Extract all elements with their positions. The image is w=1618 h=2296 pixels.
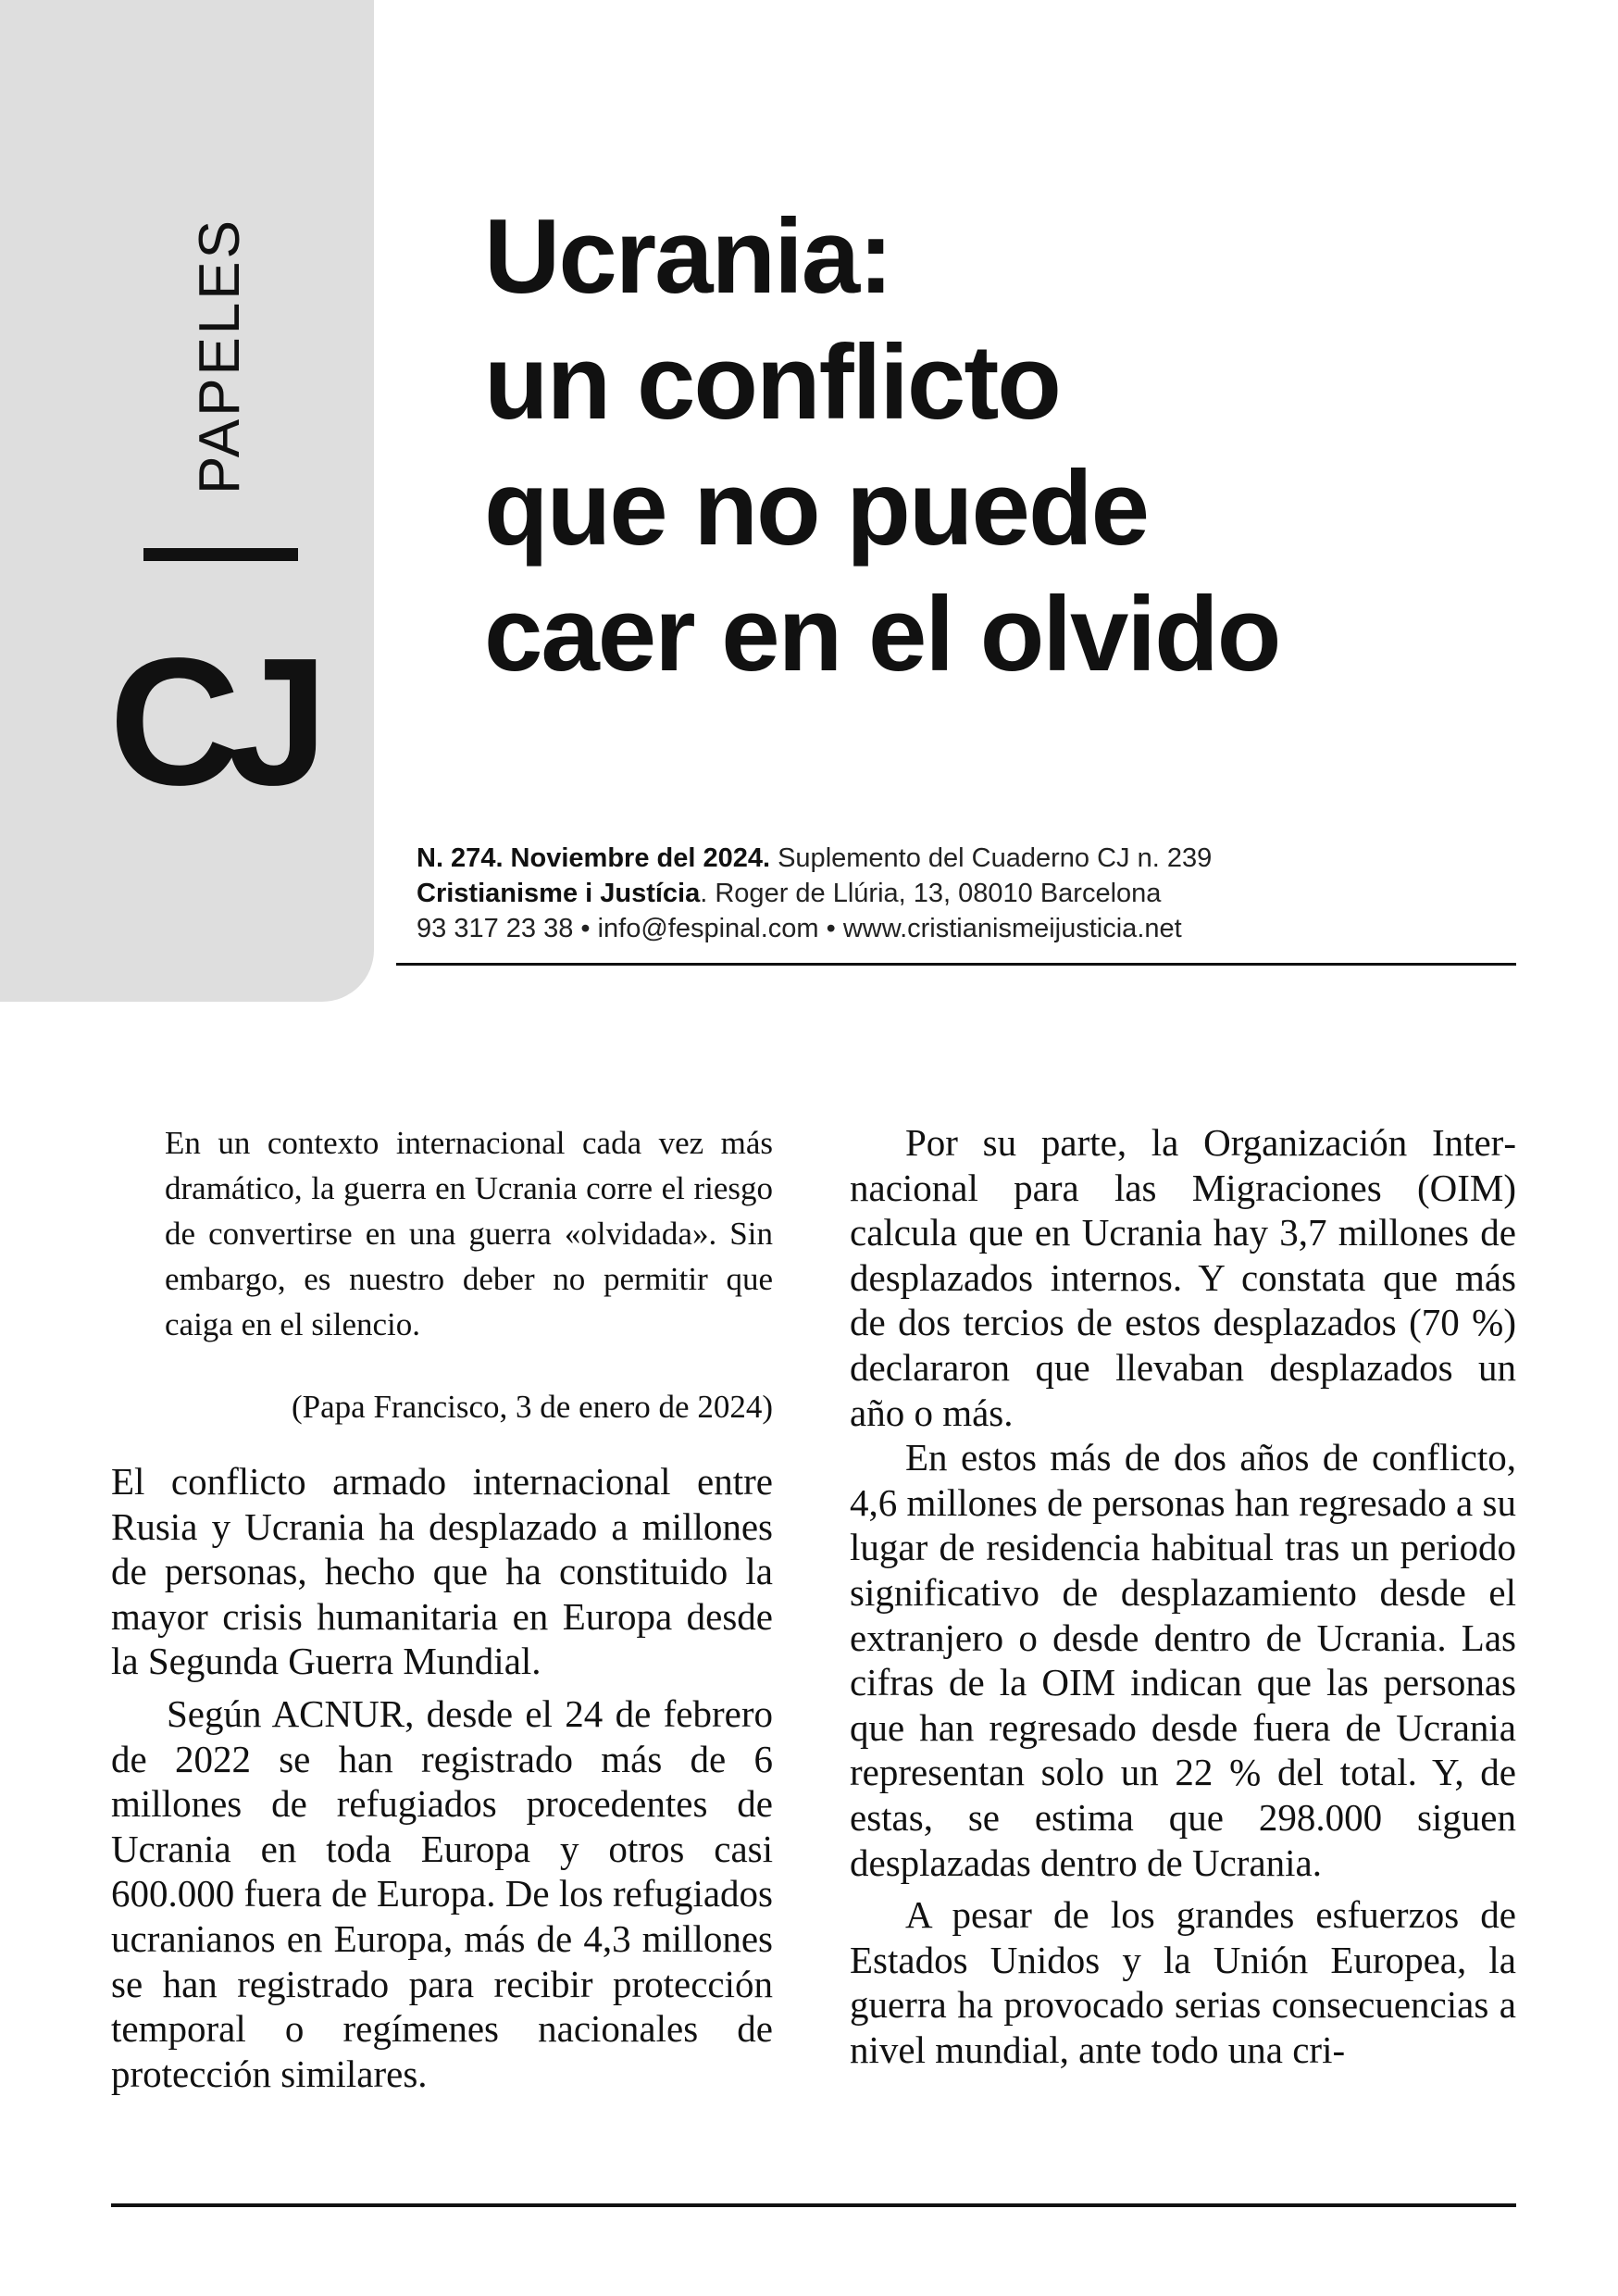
section-divider-bar xyxy=(143,548,298,561)
title-line: caer en el olvido xyxy=(484,576,1280,693)
issue-number: N. 274. Noviembre del 2024. xyxy=(417,843,771,873)
body-paragraph: El conflicto armado internacional entre Rusia y Ucrania ha desplazado a millones de personas, hecho que ha constituido la mayor crisis humanitaria en Europa desde la Segunda Guerra Mundial. xyxy=(111,1460,773,1683)
publisher-name: Cristianisme i Justícia xyxy=(417,879,701,908)
publisher-line xyxy=(417,876,1527,911)
masthead-info xyxy=(417,841,1527,946)
epigraph-quote: En un contexto internacional cada vez más dramático, la guerra en Ucrania corre el riesgo de convertirse en una guerra «olvidada». Sin embargo, es nuestro deber no permitir que caiga en el silencio. xyxy=(165,1125,773,1342)
issue-line xyxy=(417,841,1527,876)
publisher-address: . Roger de Llúria, 13, 08010 Barcelona xyxy=(700,879,1162,908)
footer-rule xyxy=(111,2203,1516,2207)
body-paragraph: Por su parte, la Organización Internacional para las Migraciones (OIM) calcula que en Ucrania hay 3,7 millones de desplazados internos. Y constata que más de dos tercios de estos desplazados (70 %) declararon que llevaban desplazados un año o más. xyxy=(850,1121,1516,1434)
section-label-text: PAPELES xyxy=(188,217,252,494)
issue-supplement: Suplemento del Cuaderno CJ n. 239 xyxy=(770,843,1213,873)
cj-logo xyxy=(109,620,339,823)
right-column xyxy=(850,1120,1516,2072)
page-title xyxy=(484,194,1549,698)
title-line: un conflicto xyxy=(484,324,1060,442)
body-paragraph: A pesar de los grandes esfuerzos de Estados Unidos y la Unión Europea, la guerra ha provocado serias consecuencias a nivel mundial, ante todo una cri- xyxy=(850,1893,1516,2071)
body-paragraph: En estos más de dos años de conflicto, 4,6 millones de personas han regresado a su lugar de residencia habitual tras un periodo significativo de desplazamiento desde el extranjero o desde dentro de Ucrania. Las cifras de la OIM indican que las personas que han regresado desde fuera de Ucrania representan solo un 22 % del total. Y, de estas, se estima que 298.000 siguen desplazadas dentro de Ucrania. xyxy=(850,1436,1516,1884)
body-paragraph: Según ACNUR, desde el 24 de febrero de 2022 se han registrado más de 6 millones de refugiados procedentes de Ucrania en toda Europa y otros casi 600.000 fuera de Europa. De los refugiados ucranianos en Europa, más de 4,3 millones se han registrado para recibir protección temporal o regímenes nacionales de protección similares. xyxy=(111,1691,773,2095)
epigraph-attribution: (Papa Francisco, 3 de enero de 2024) xyxy=(292,1389,773,1425)
left-column xyxy=(111,1120,773,2096)
header-rule xyxy=(396,963,1516,966)
contact-line: 93 317 23 38 • info@fespinal.com • www.cristianismeijusticia.net xyxy=(417,914,1182,943)
side-panel xyxy=(0,0,374,1002)
logo-text: CJ xyxy=(109,620,316,823)
title-line: Ucrania: xyxy=(484,198,892,316)
title-line: que no puede xyxy=(484,450,1148,568)
